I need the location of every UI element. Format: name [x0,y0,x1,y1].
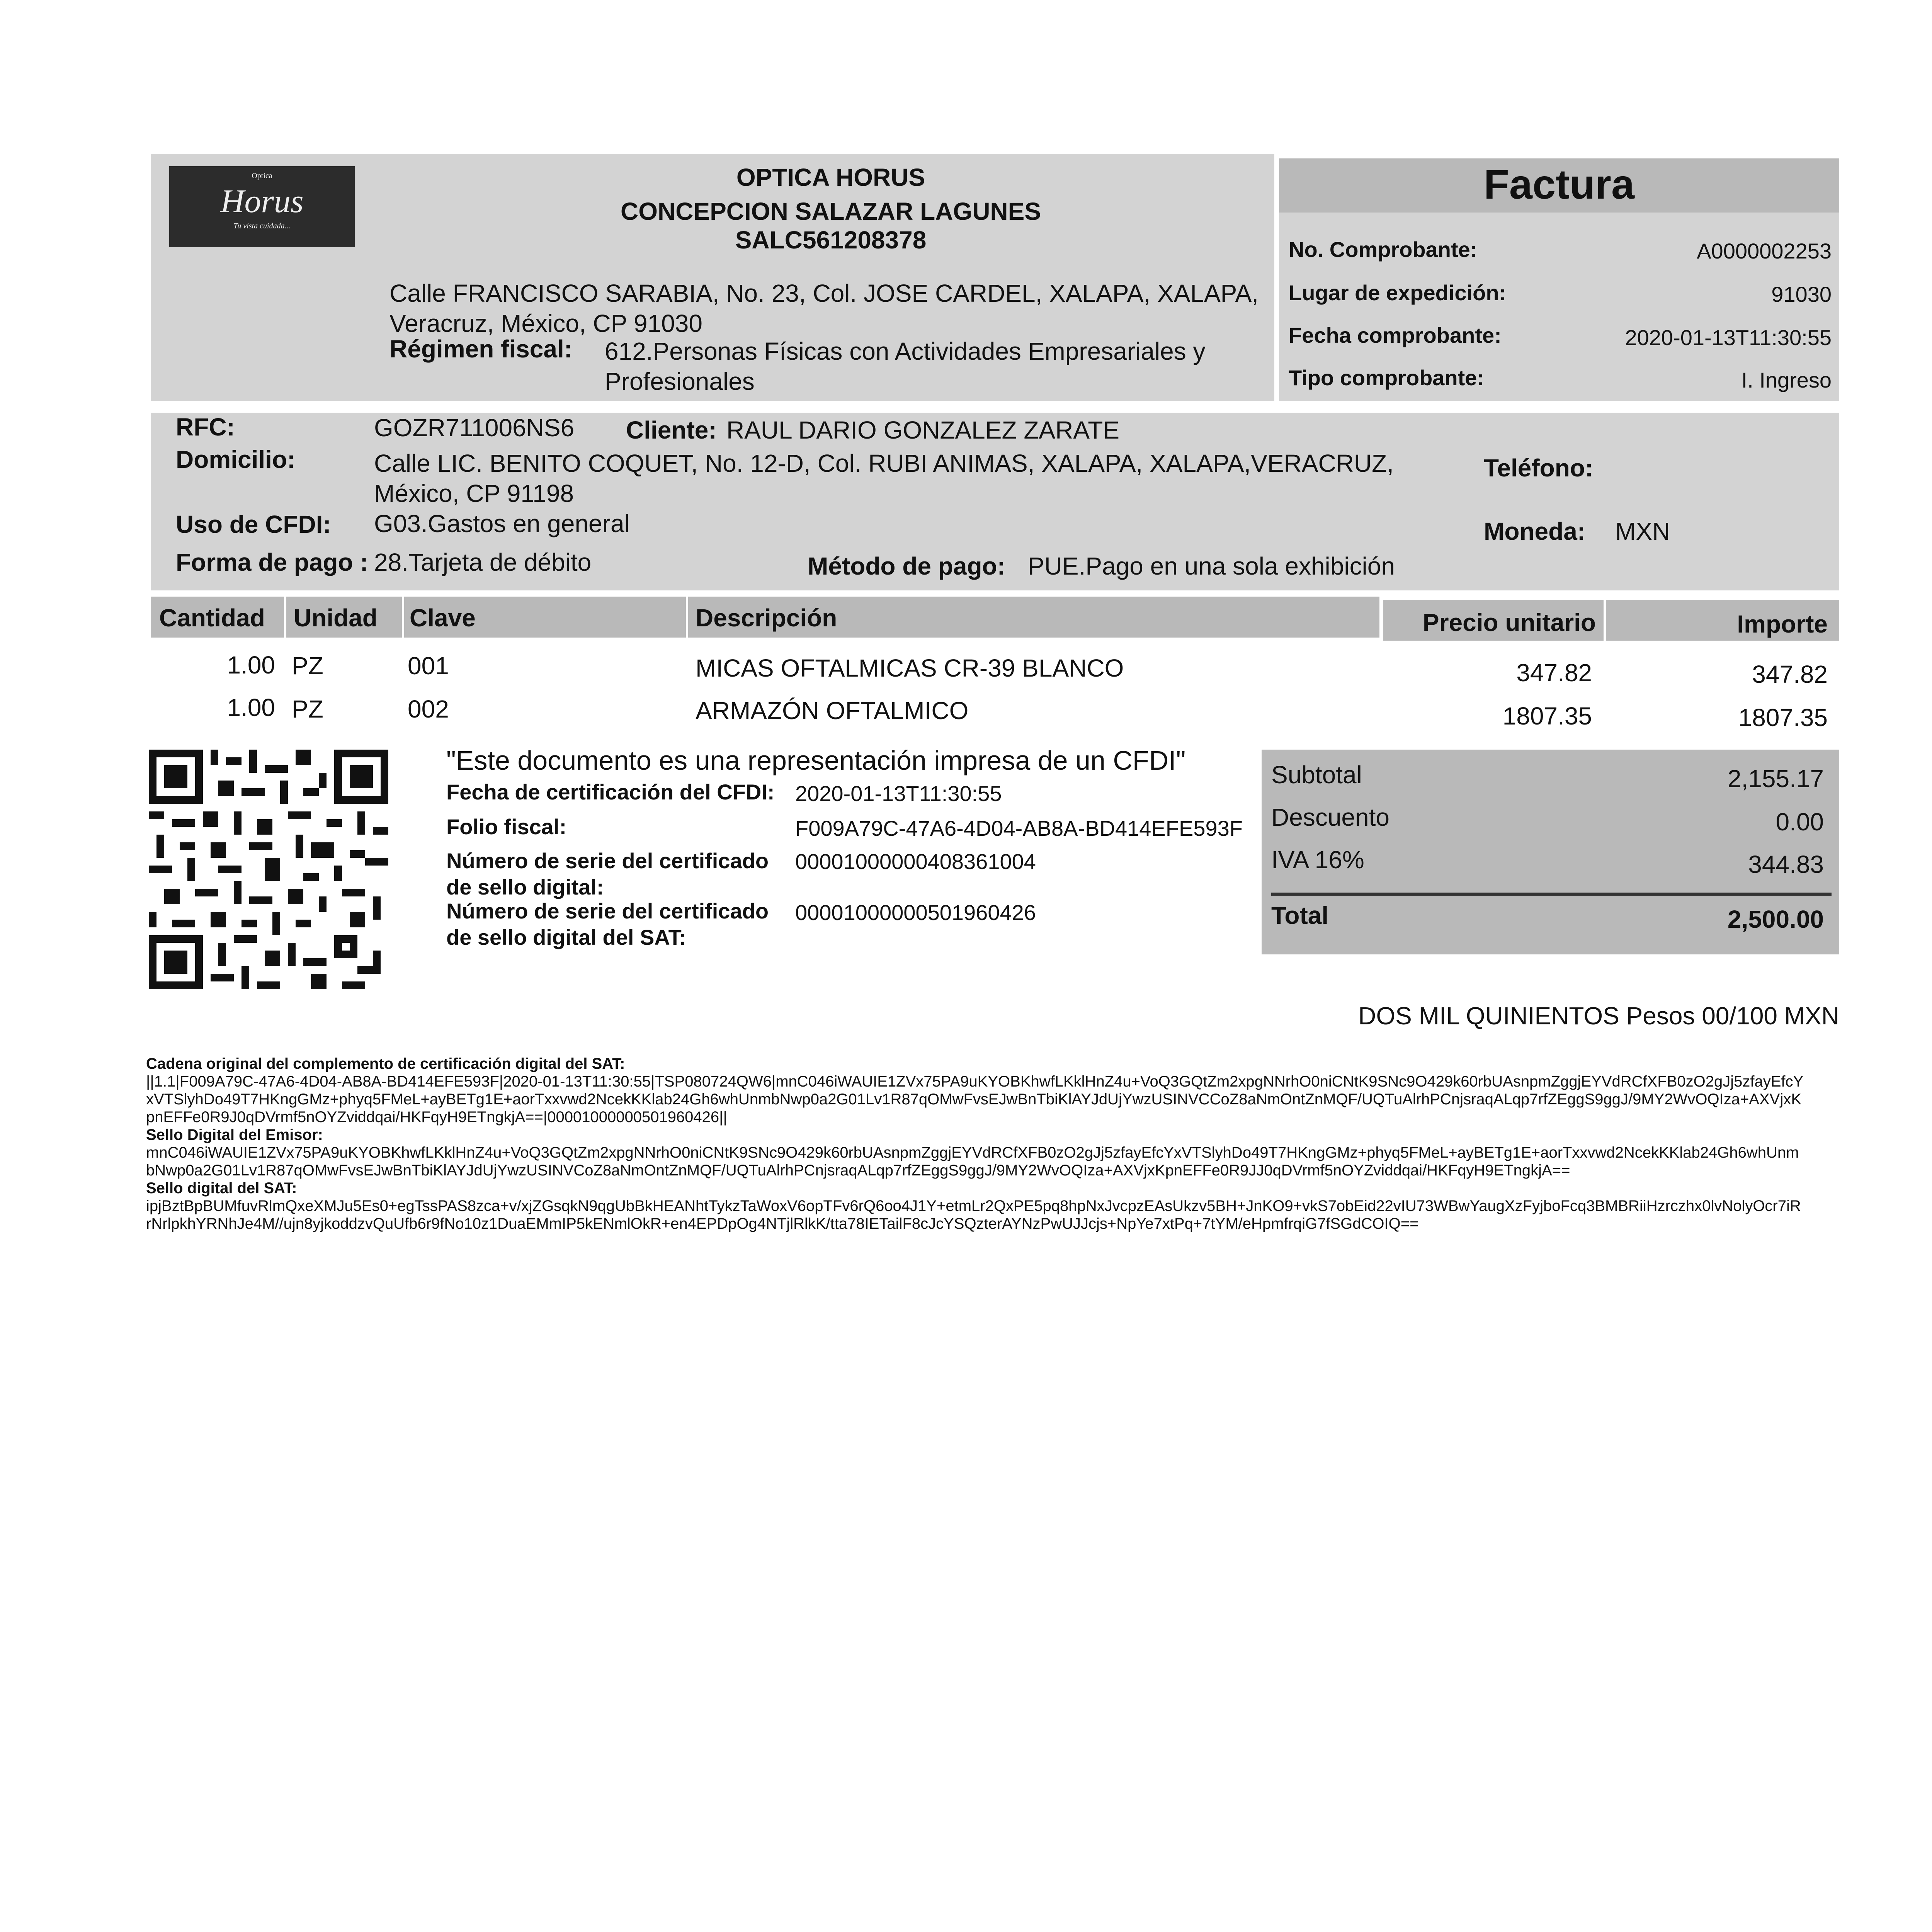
issuer-rfc: SALC561208378 [735,226,927,254]
cell-cantidad: 1.00 [227,651,275,679]
issuer-address: Calle FRANCISCO SARABIA, No. 23, Col. JOSE CARDEL, XALAPA, XALAPA, Veracruz, México, CP 91030 [389,279,1259,337]
qr-pattern [149,750,388,989]
lugar-value: 91030 [1771,282,1832,306]
amount-in-words: DOS MIL QUINIENTOS Pesos 00/100 MXN [1358,1002,1839,1030]
folio-value: F009A79C-47A6-4D04-AB8A-BD414EFE593F [795,816,1243,840]
col-precio: Precio unitario [1422,609,1596,636]
moneda-value: MXN [1615,517,1670,545]
invoice-title: Factura [1483,161,1635,207]
col-importe: Importe [1737,610,1828,638]
iva-value: 344.83 [1748,850,1824,878]
cell-cantidad: 1.00 [227,694,275,721]
cell-unidad: PZ [292,695,323,723]
logo-text: Horus [220,182,304,219]
cadena-label: Cadena original del complemento de certificación digital del SAT: [146,1055,625,1072]
telefono-label: Teléfono: [1484,454,1594,482]
subtotal-label: Subtotal [1271,761,1362,789]
regimen-label: Régimen fiscal: [389,335,573,363]
uso-label: Uso de CFDI: [176,510,331,538]
domicilio-value: Calle LIC. BENITO COQUET, No. 12-D, Col. RUBI ANIMAS, XALAPA, XALAPA,VERACRUZ, México, CP 91198 [374,449,1394,507]
issuer-owner: CONCEPCION SALAZAR LAGUNES [620,197,1041,225]
logo [169,166,355,247]
col-clave: Clave [410,604,476,632]
iva-label: IVA 16% [1271,846,1364,874]
header-divider-4 [1604,600,1606,641]
cell-unidad: PZ [292,652,323,680]
header-divider-3 [686,597,688,638]
cell-descripcion: ARMAZÓN OFTALMICO [696,697,969,724]
forma-value: 28.Tarjeta de débito [374,548,592,576]
col-cantidad: Cantidad [159,604,265,632]
descuento-label: Descuento [1271,803,1389,831]
cadena-value: ||1.1|F009A79C-47A6-4D04-AB8A-BD414EFE593F|2020-01-13T11:30:55|TSP080724QW6|mnC046iWAUIE1ZVx75PA9uKYOBKhwfLKklHnZ4u+VoQ3GQtZm2xpgNNrhO0niCNtK9SNc9O429k60rbUAsnpmZggjEYVdRCfXFB0zO2gJj5zfayEfcYxVTSlyhDo49T7HKngGMz+phyq5FMeL+ayBETg1E+aorTxxvwd2NcekKKlab24Gh6whUnmbNwp0a2G01Lv1R87qOMwFvsEJwBnTbiKlAYJdUjYwzUSINVCCoZ8aNmOntZnMQF/UQTuAlrhPCnjsraqALqp7rfZEggS9ggJ/9MY2WvOQIza+AXVjxKpnEFFe0R9J0qDVrmf5nOYZviddqai/HKFqyH9ETngkjA==|00001000000501960426|| [146,1073,1804,1126]
cfdi-representation: "Este documento es una representación impresa de un CFDI" [446,745,1186,776]
uso-value: G03.Gastos en general [374,510,630,537]
col-unidad: Unidad [294,604,378,632]
cert-date-label: Fecha de certificación del CFDI: [446,780,775,804]
subtotal-value: 2,155.17 [1727,765,1824,793]
logo-small-bottom: Tu vista cuidada... [233,222,291,230]
fecha-value: 2020-01-13T11:30:55 [1625,325,1832,350]
forma-label: Forma de pago : [176,548,368,576]
serie-label: Número de serie del certificado de sello digital: [446,849,769,899]
cell-importe: 347.82 [1752,660,1828,688]
qr-code [149,750,388,989]
cell-precio: 1807.35 [1502,702,1592,730]
totals-divider [1271,893,1832,896]
cell-descripcion: MICAS OFTALMICAS CR-39 BLANCO [696,654,1124,682]
sello-sat-label: Sello digital del SAT: [146,1180,297,1197]
comprobante-label: No. Comprobante: [1289,237,1478,262]
logo-small-top: Optica [252,172,272,180]
sello-emisor-value: mnC046iWAUIE1ZVx75PA9uKYOBKhwfLKklHnZ4u+VoQ3GQtZm2xpgNNrhO0niCNtK9SNc9O429k60rbUAsnpmZggjEYVdRCfXFB0zO2gJj5zfayEfcYxVTSlyhDo49T7HKngGMz+phyq5FMeL+ayBETg1E+aorTxxvwd2NcekKKlab24Gh6whUnmbNwp0a2G01Lv1R87qOMwFvsEJwBnTbiKlAYJdUjYwzUSINVCoZ8aNmOntZnMQF/UQTuAlrhPCnjsraqALqp7rfZEggS9ggJ/9MY2WvOQIza+AXVjxKpnEFFe0R9JJ0qDVrmf5nOYZviddqai/HKFqyH9ETngkjA== [146,1144,1799,1179]
rfc-value: GOZR711006NS6 [374,414,575,442]
domicilio-label: Domicilio: [176,446,296,473]
fecha-label: Fecha comprobante: [1289,323,1502,347]
total-value: 2,500.00 [1727,905,1824,933]
serie-value: 00001000000408361004 [795,849,1036,874]
cell-precio: 347.82 [1516,659,1592,687]
issuer-name: OPTICA HORUS [736,163,925,191]
header-divider-1 [284,597,286,638]
serie-sat-value: 00001000000501960426 [795,900,1036,925]
cell-clave: 002 [408,695,449,723]
cell-importe: 1807.35 [1738,704,1828,731]
stamps-block [146,1055,1804,1233]
cliente-label: Cliente: [626,416,717,444]
moneda-label: Moneda: [1484,517,1586,545]
metodo-label: Método de pago: [808,552,1005,580]
sello-sat-value: ipjBztBpBUMfuvRlmQxeXMJu5Es0+egTssPAS8zca+v/xjZGsqkN9qgUbBkHEANhtTykzTaWoxV6opTFv6rQ6oo4J1Y+etmLr2QxPE5pq8hpNxJvcpzEAsUkzv5BH+JnKO9+vkS7obEid22vIU73WBwYaugXzFyjboFcq3BMBRiiHzrczhx0lvNolyOcr7iRrNrlpkhYRNhJe4M//ujn8yjkoddzvQuUfb6r9fNo10z1DuaEMmIP5kENmlOkR+en4EPDpOg4NTjlRlkK/tta78IETailF8cJcYSQzterAYNzPwUJJcjs+NpYe7xtPq+7tYM/eHpmfrqiG7fSGdCOIQ== [146,1197,1801,1232]
total-label: Total [1271,901,1329,929]
rfc-label: RFC: [176,413,235,441]
descuento-value: 0.00 [1776,808,1824,836]
header-divider-2 [402,597,404,638]
folio-label: Folio fiscal: [446,815,567,839]
cliente-value: RAUL DARIO GONZALEZ ZARATE [726,416,1120,444]
tipo-value: I. Ingreso [1741,368,1832,392]
serie-sat-label: Número de serie del certificado de sello digital del SAT: [446,899,769,949]
comprobante-value: A0000002253 [1697,239,1832,263]
col-descripcion: Descripción [696,604,837,632]
lugar-label: Lugar de expedición: [1289,281,1507,305]
sello-emisor-label: Sello Digital del Emisor: [146,1126,323,1143]
metodo-value: PUE.Pago en una sola exhibición [1028,552,1395,580]
tipo-label: Tipo comprobante: [1289,366,1485,390]
regimen-value: 612.Personas Físicas con Actividades Empresariales y Profesionales [605,337,1206,395]
cell-clave: 001 [408,652,449,680]
cert-date-value: 2020-01-13T11:30:55 [795,781,1002,806]
